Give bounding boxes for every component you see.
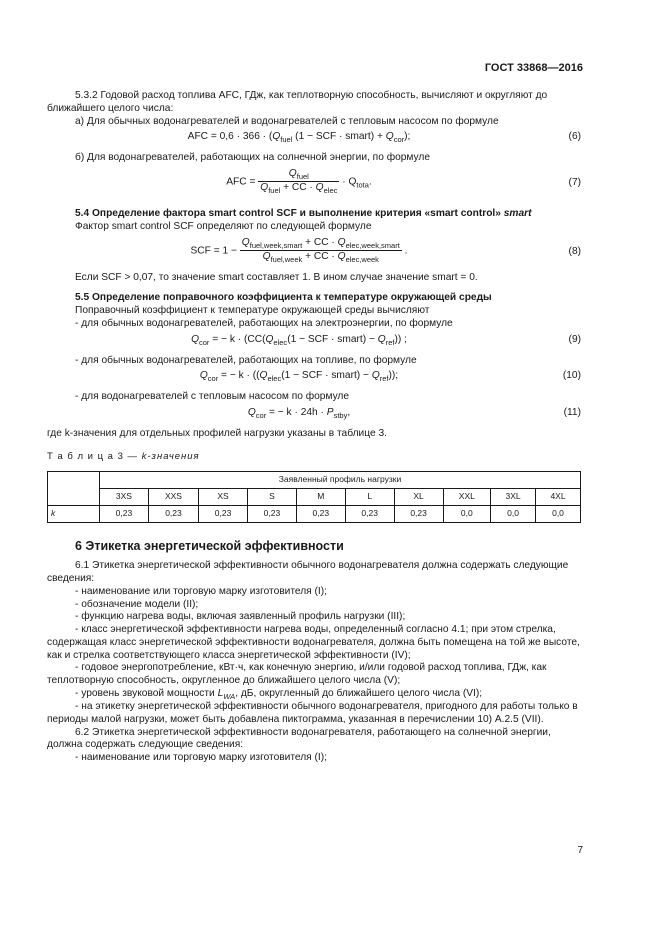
clause-5-3-2-a: а) Для обычных водонагревателей и водонагревателей с тепловым насосом по формуле xyxy=(75,115,499,127)
section-6-title: 6 Этикетка энергетической эффективности xyxy=(75,538,344,553)
clause-5-3-2-b: б) Для водонагревателей, работающих на солнечной энергии, по формуле xyxy=(75,152,431,164)
formula-11: $Q_{cor}$ = − $k \cdot 24h \cdot P_{stby}$, (11) xyxy=(247,407,581,421)
table-value-cell: 0,0 xyxy=(443,505,491,522)
page-number: 7 xyxy=(577,845,583,856)
list-item: - наименование или торговую марку изготовителя (I); xyxy=(75,752,327,764)
section-5-5-elec: - для обычных водонагревателей, работающих на электроэнергии, по формуле xyxy=(75,317,453,329)
formula-10: $Q_{cor}$ = − $k \cdot ((Q_{elec}(1$ − SCF · smart) − $Q_{ref}$)); (10) xyxy=(199,370,581,384)
table-profile-cell: M xyxy=(296,488,345,505)
clause-5-3-2-intro: 5.3.2 Годовой расход топлива AFC, ГДж, как теплотворную способность, вычисляют и округляют до ближайшего целого числа: xyxy=(47,90,548,114)
list-item: - на этикетку энергетической эффективности обычного водонагревателя, пригодного для работы только в периоды малой нагрузки, может быть добавлена пиктограмма, указанная в перечислении 10) А.2.5 (VII). xyxy=(47,701,578,725)
section-5-5-fuel: - для обычных водонагревателей, работающих на топливе, по формуле xyxy=(75,354,417,366)
page-content xyxy=(47,90,581,765)
section-5-5-hp: - для водонагревателей с тепловым насосом по формуле xyxy=(75,391,350,403)
table-profile-cell: L xyxy=(345,488,394,505)
section-5-5-intro: Поправочный коэффициент к температуре окружающей среды вычисляют xyxy=(75,305,430,316)
table-profile-cell: XXL xyxy=(443,488,491,505)
formula-9: $Q_{cor}$ = − $k \cdot (CC(Q_{elec}(1$ − SCF · smart) − $Q_{ref}$)) ; (9) xyxy=(191,333,581,347)
table-value-cell: 0,23 xyxy=(296,505,345,522)
clause-6-1: 6.1 Этикетка энергетической эффективности обычного водонагревателя должна содержать следующие сведения: xyxy=(47,560,569,584)
table-value-cell: 0,23 xyxy=(100,505,149,522)
list-item: - класс энергетической эффективности нагрева воды, определенный согласно 4.1; при этом стрелка, содержащая класс энергетической эффективности водонагревателя, должна быть помещена на той же высоте, как и стрелка соответствующего класса энергетической эффективности (IV); xyxy=(47,624,580,661)
fraction: $\frac{Q_{fuel,week,smart} + CC \cdot Q_{elec,week,smart}}{Q_{fuel,week} + CC \cdot Q_{elec,week}}$ xyxy=(241,236,400,264)
clause-6-2: 6.2 Этикетка энергетической эффективности водонагревателя, работающего на солнечной энергии, должна содержать следующие сведения: xyxy=(47,726,551,751)
table-header-row xyxy=(48,471,581,488)
formula-number: (8) xyxy=(568,245,581,257)
table-profile-cell: XS xyxy=(199,488,248,505)
section-5-4-note: Если SCF > 0,07, то значение smart составляет 1. В ином случае значение smart = 0. xyxy=(75,271,478,283)
formula-number: (10) xyxy=(562,370,581,382)
standard-header: ГОСТ 33868—2016 xyxy=(484,62,583,74)
table-profile-cell: 3XL xyxy=(491,488,536,505)
table-corner-cell xyxy=(48,471,100,505)
list-item: - наименование или торговую марку изготовителя (I); xyxy=(75,585,327,597)
table-value-cell: 0,23 xyxy=(247,505,296,522)
formula-6: AFC = $0,6 \cdot 366 \cdot (Q_{fuel}$ (1 − SCF · smart) + $Q_{cor}$); (6) xyxy=(187,131,581,145)
list-item: - функцию нагрева воды, включая заявленный профиль нагрузки (III); xyxy=(75,611,406,623)
formula-number: (6) xyxy=(568,131,581,143)
table-value-cell: 0,23 xyxy=(345,505,394,522)
fraction: $\frac{Q_{fuel}}{Q_{fuel} + CC \cdot Q_{elec}}$ xyxy=(260,168,338,196)
table-profiles-row xyxy=(48,488,581,505)
table-profile-cell: XXS xyxy=(148,488,198,505)
clause-6-1-list xyxy=(47,586,581,688)
table-values-row xyxy=(48,505,581,522)
table-profile-cell: 3XS xyxy=(100,488,149,505)
list-item: - обозначение модели (II); xyxy=(75,598,199,610)
table-value-cell: 0,0 xyxy=(536,505,581,522)
table-3-caption: Т а б л и ц а 3 — k-значения xyxy=(47,450,200,462)
table-row-label: k xyxy=(48,505,100,522)
section-5-5-title: 5.5 Определение поправочного коэффициента к температуре окружающей среды xyxy=(75,292,492,304)
table-value-cell: 0,23 xyxy=(394,505,443,522)
formula-number: (7) xyxy=(568,177,581,188)
table-3 xyxy=(47,471,581,523)
table-value-cell: 0,23 xyxy=(148,505,198,522)
section-5-4-intro: Фактор smart control SCF определяют по следующей формуле xyxy=(75,220,372,232)
section-5-5-where: где k-значения для отдельных профилей нагрузки указаны в таблице 3. xyxy=(47,428,387,439)
table-value-cell: 0,23 xyxy=(199,505,248,522)
table-value-cell: 0,0 xyxy=(491,505,536,522)
table-profile-cell: S xyxy=(247,488,296,505)
formula-number: (11) xyxy=(563,407,581,418)
list-item: - уровень звуковой мощности $L_{WA}$, дБ, округленный до ближайшего целого числа (VI); xyxy=(75,687,483,701)
formula-8: SCF = 1 − $\frac{Q_{fuel,week,smart} + CC \cdot Q_{elec,week,smart}}{Q_{fuel,week} + CC \cdot Q_{elec,week}}$ . (8) xyxy=(190,236,581,264)
table-group-header: Заявленный профиль нагрузки xyxy=(100,471,581,488)
table-profile-cell: 4XL xyxy=(536,488,581,505)
formula-number: (9) xyxy=(568,333,581,345)
list-item: - годовое энергопотребление, кВт·ч, как конечную энергию, и/или годовой расход топлива, ГДж, как теплотворную способность, округленное до ближайшего целого числа (V); xyxy=(47,662,547,686)
table-profile-cell: XL xyxy=(394,488,443,505)
section-5-4-title: 5.4 Определение фактора smart control SCF и выполнение критерия «smart control» smart xyxy=(75,208,532,219)
formula-7: AFC = $\frac{Q_{fuel}}{Q_{fuel} + CC \cdot Q_{elec}}$ · $Q_{tota}$. (7) xyxy=(226,168,581,196)
